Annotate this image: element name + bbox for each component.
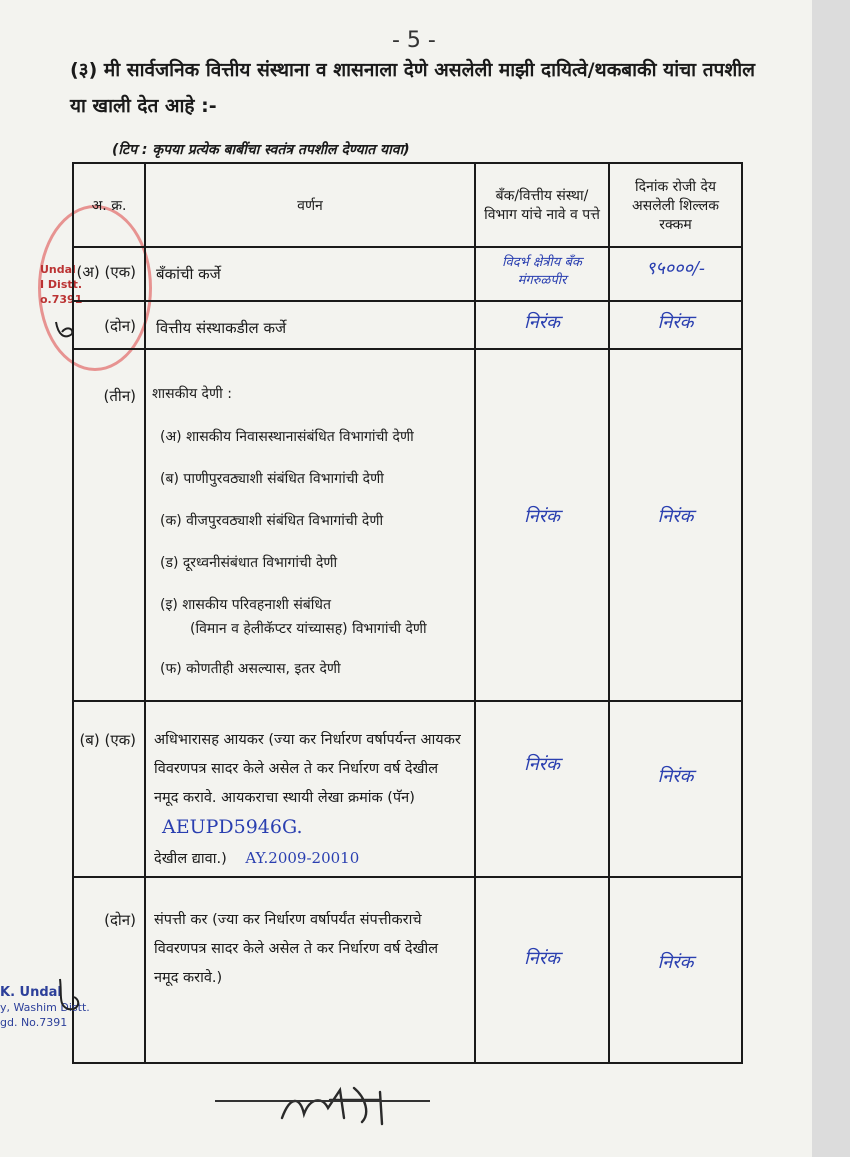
row-bank <box>475 701 609 877</box>
row-bank <box>475 349 609 701</box>
nil-handwritten: निरंक <box>524 506 560 527</box>
row-description <box>145 349 475 701</box>
govt-dues-item: (ड) दूरध्वनीसंबंधात विभागांची देणी <box>160 555 338 571</box>
row-amount <box>609 301 742 349</box>
table-row <box>73 701 742 877</box>
table-row <box>73 247 742 301</box>
govt-dues-item: (अ) शासकीय निवासस्थानासंबंधित विभागांची देणी <box>160 429 414 445</box>
row-bank <box>475 877 609 1063</box>
bank-name-handwritten: विदर्भ क्षेत्रीय बँक <box>502 255 582 270</box>
row-description <box>145 701 475 877</box>
govt-dues-title: शासकीय देणी : <box>152 386 232 402</box>
pan-handwritten: AEUPD5946G. <box>162 816 303 838</box>
table-row <box>73 301 742 349</box>
row-serial: (अ) (एक) <box>73 247 145 301</box>
signature-line <box>215 1100 430 1102</box>
initials-mark <box>52 975 92 1015</box>
govt-dues-item: (फ) कोणतीही असल्यास, इतर देणी <box>160 661 341 677</box>
amount-handwritten: ९५०००/- <box>646 258 705 279</box>
row-amount <box>609 701 742 877</box>
table-row <box>73 349 742 701</box>
nil-handwritten: निरंक <box>524 312 560 333</box>
row-description: वित्तीय संस्थाकडील कर्जे <box>145 301 475 349</box>
table-header-row <box>73 163 742 247</box>
notary-stamp-left: K. Undal y, Washim Distt. gd. No.7391 <box>0 985 90 1029</box>
scan-edge <box>812 0 850 1157</box>
govt-dues-item: (क) वीजपुरवठ्याशी संबंधित विभागांची देणी <box>160 513 384 529</box>
assessment-year-handwritten: AY.2009-20010 <box>245 849 360 867</box>
nil-handwritten: निरंक <box>657 312 694 333</box>
header-description: वर्णन <box>145 163 475 247</box>
section-heading: (३) मी सार्वजनिक वित्तीय संस्थाना व शासनाला देणे असलेली माझी दायित्वे/थकबाकी यांचा तपशील या खाली देत आहे :- <box>70 59 756 117</box>
row-bank <box>475 301 609 349</box>
govt-dues-item: (विमान व हेलीकॅप्टर यांच्यासह) विभागांची देणी <box>190 621 427 637</box>
tip-note: (टिप : कृपया प्रत्येक बाबींचा स्वतंत्र तपशील देण्यात यावा) <box>112 142 410 158</box>
initials-mark <box>50 316 80 346</box>
header-bank: बँक/वित्तीय संस्था/ विभाग यांचे नावे व पत्ते <box>475 163 609 247</box>
liabilities-table <box>72 162 743 1064</box>
row-bank <box>475 247 609 301</box>
bank-branch-handwritten: मंगरुळपीर <box>517 273 567 288</box>
row-amount <box>609 877 742 1063</box>
row-description: बँकांची कर्जे <box>145 247 475 301</box>
nil-handwritten: निरंक <box>657 766 694 787</box>
nil-handwritten: निरंक <box>524 948 560 969</box>
row-serial: (तीन) <box>73 349 145 701</box>
header-serial: अ. क्र. <box>73 163 145 247</box>
nil-handwritten: निरंक <box>657 952 694 973</box>
govt-dues-item: (ब) पाणीपुरवठ्याशी संबंधित विभागांची देणी <box>160 471 384 487</box>
page-number: - 5 - <box>392 28 436 53</box>
row-serial: (दोन) <box>73 877 145 1063</box>
row-description: संपत्ती कर (ज्या कर निर्धारण वर्षापर्यंत संपत्तीकराचे विवरणपत्र सादर केले असेल ते कर निर्धारण वर्ष देखील नमूद करावे.) <box>145 877 475 1063</box>
row-serial: (ब) (एक) <box>73 701 145 877</box>
header-amount: दिनांक रोजी देय असलेली शिल्लक रक्कम <box>609 163 742 247</box>
income-tax-text: अधिभारासह आयकर (ज्या कर निर्धारण वर्षापर्यन्त आयकर विवरणपत्र सादर केले असेल ते कर निर्धारण वर्ष देखील नमूद करावे. आयकराचा स्थायी लेखा क्रमांक (पॅन) <box>154 732 461 806</box>
govt-dues-item: (इ) शासकीय परिवहनाशी संबंधित <box>160 597 331 613</box>
nil-handwritten: निरंक <box>524 754 560 775</box>
row-serial: (दोन) <box>73 301 145 349</box>
income-tax-text-tail: देखील द्यावा.) <box>154 851 227 867</box>
table-row <box>73 877 742 1063</box>
signature-image <box>270 1078 420 1128</box>
row-amount <box>609 349 742 701</box>
seal-text: Undal I Distt. o.7391 <box>40 263 83 306</box>
nil-handwritten: निरंक <box>657 506 694 527</box>
row-amount <box>609 247 742 301</box>
